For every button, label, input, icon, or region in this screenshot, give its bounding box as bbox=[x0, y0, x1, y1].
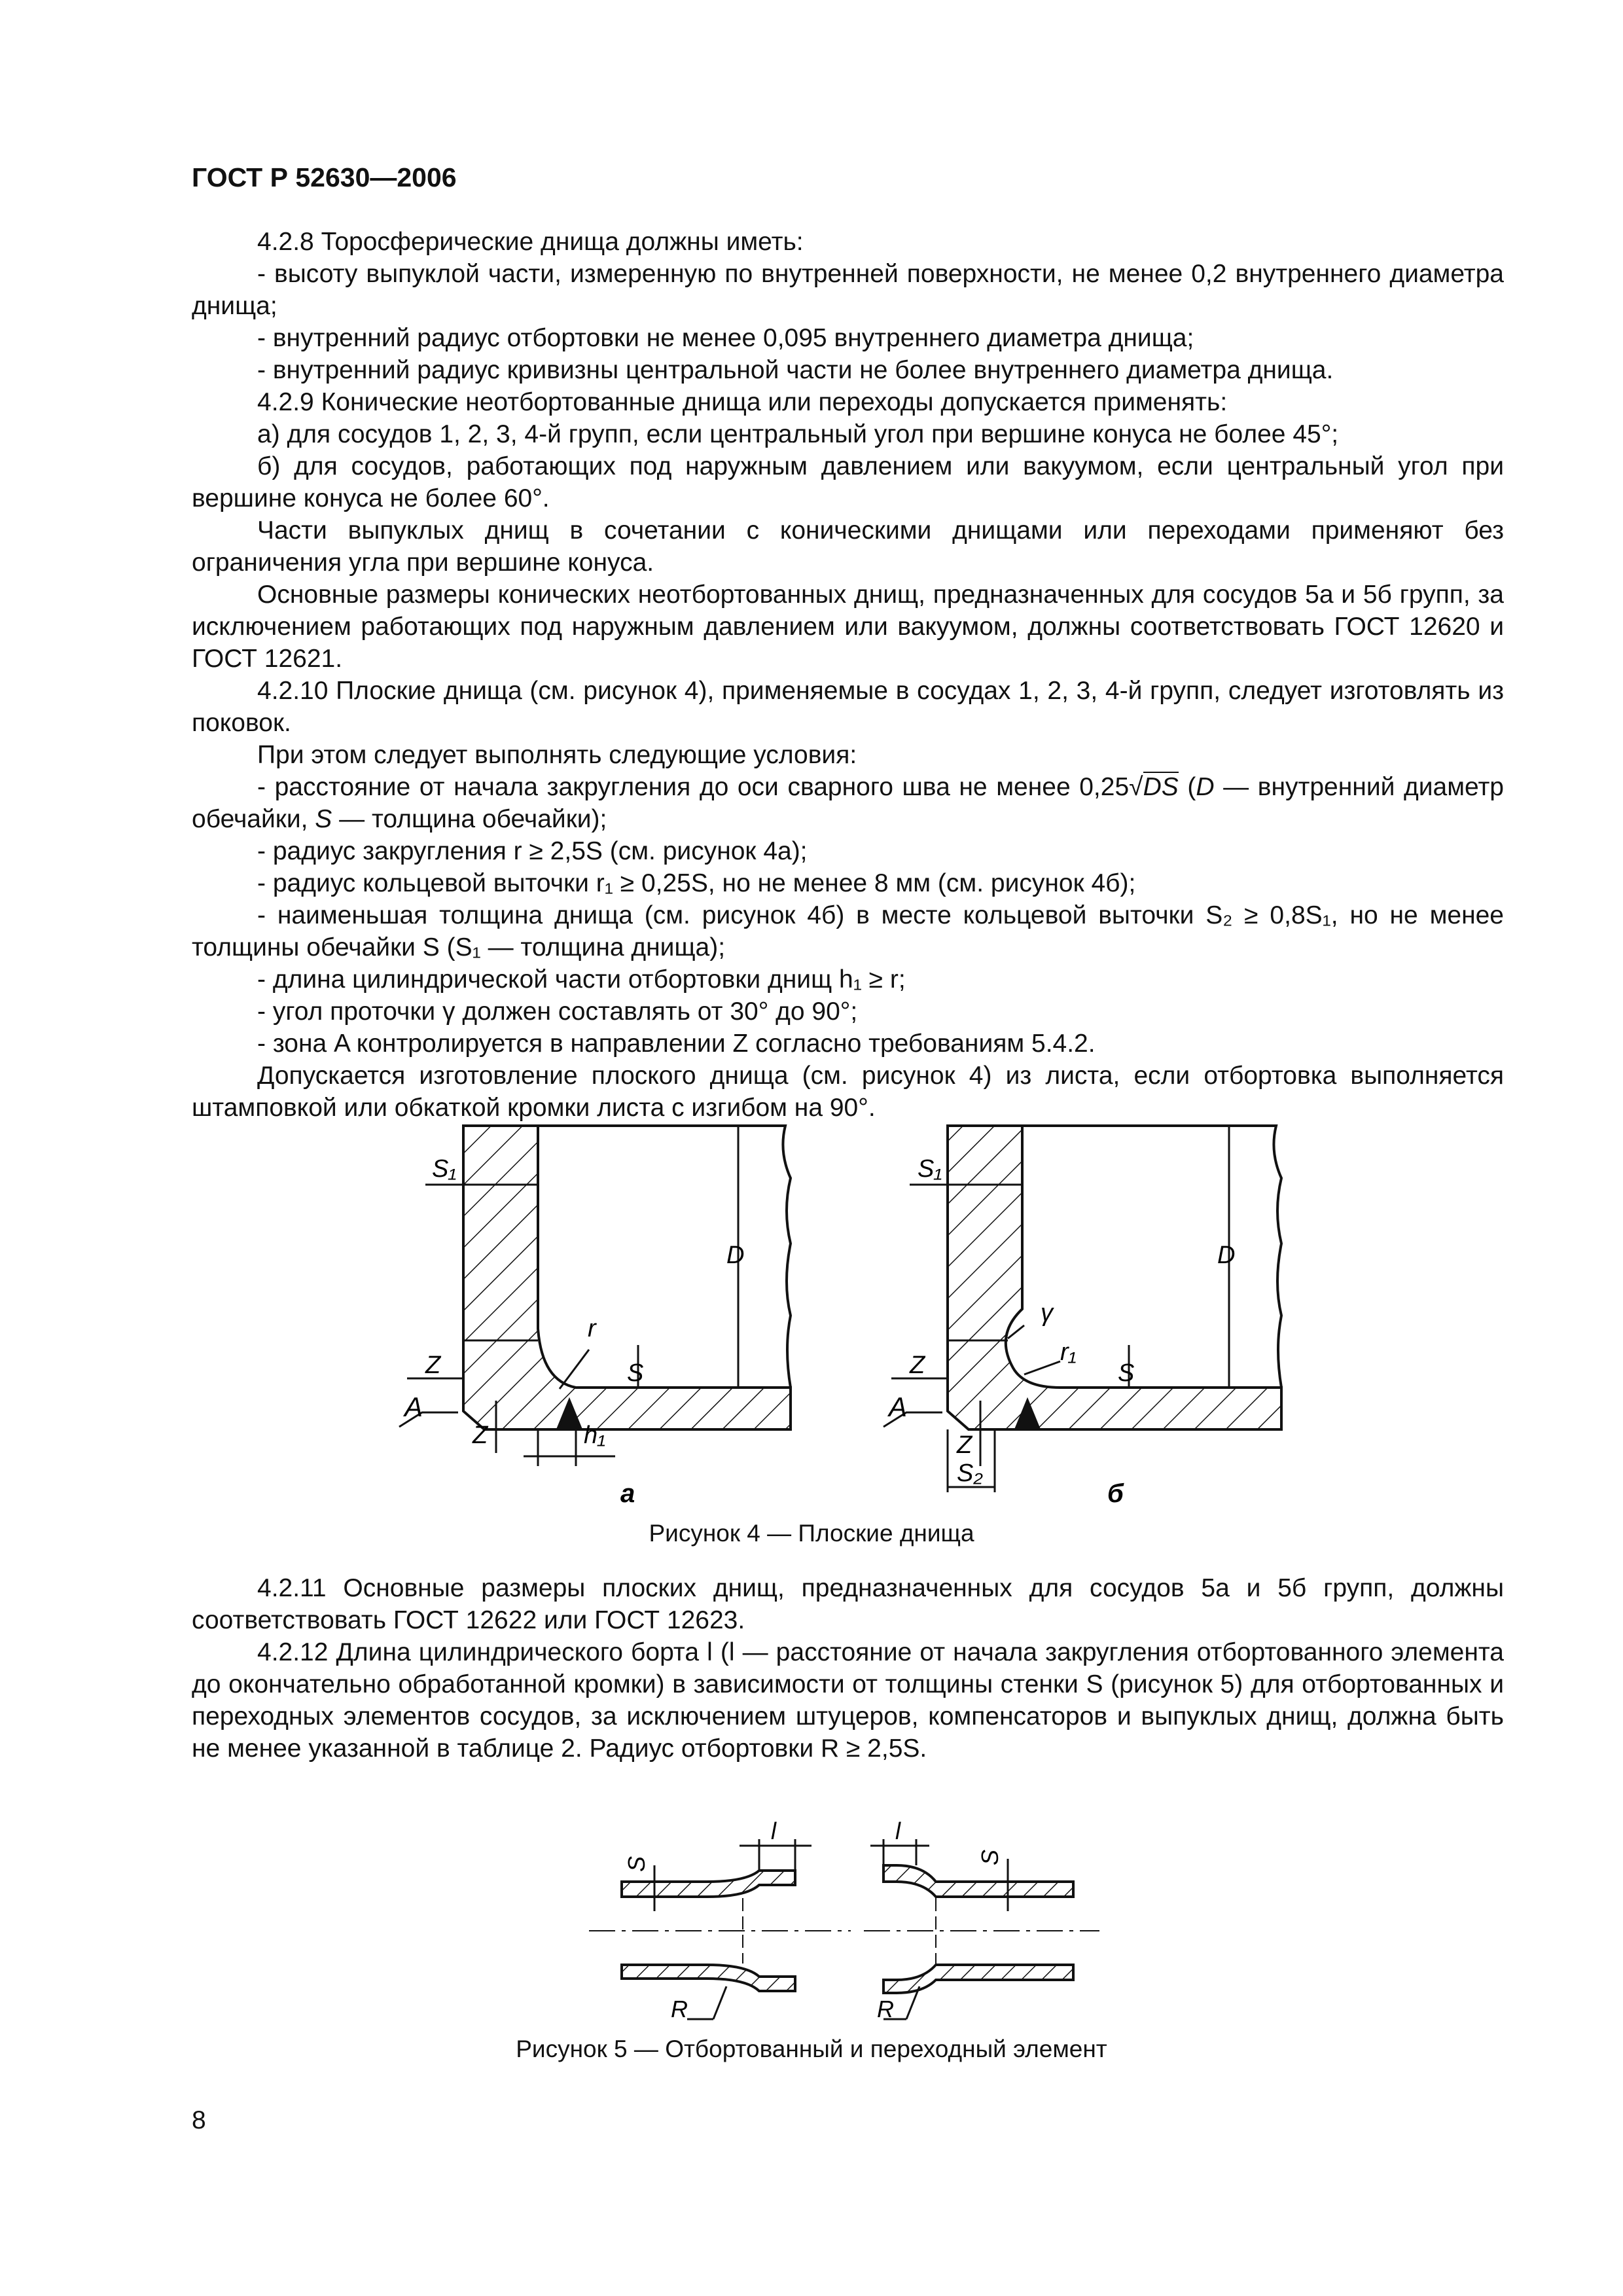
paragraph: При этом следует выполнять следующие условия: bbox=[257, 741, 857, 769]
paragraph: Основные размеры конических неотбортованных днищ, предназначенных для сосудов 5а и 5б групп, за исключением работающих под наружным давлением или вакуумом, должны соответствовать ГОСТ 12620 и ГОСТ 12621. bbox=[192, 581, 1504, 673]
figure-5-caption: Рисунок 5 — Отбортованный и переходный элемент bbox=[516, 2036, 1107, 2062]
label-4b-S: S bbox=[1118, 1359, 1135, 1387]
document-header: ГОСТ Р 52630—2006 bbox=[192, 162, 457, 192]
para-4-2-12: 4.2.12 Длина цилиндрического борта l (l — расстояние от начала закругления отбортованного элемента до окончательно обработанной кромки) в зависимости от толщины стенки S (рисунок 5) для отбортованных и переходных элементов сосудов, за исключением штуцеров, компенсаторов и выпуклых днищ, должна быть не менее указанной в таблице 2. Радиус отбортовки R ≥ 2,5S. bbox=[192, 1638, 1504, 1763]
para-4-2-11: 4.2.11 Основные размеры плоских днищ, предназначенных для сосудов 5а и 5б групп, должны соответствовать ГОСТ 12622 или ГОСТ 12623. bbox=[192, 1574, 1504, 1634]
label-4b-S1: S₁ bbox=[918, 1155, 942, 1183]
label-4b-A: A bbox=[889, 1391, 908, 1422]
label-4b-Z2: Z bbox=[957, 1431, 972, 1459]
condition-text: - расстояние от начала закругления до оси сварного шва не менее 0,25 bbox=[257, 773, 1130, 801]
label-5-right-S: S bbox=[976, 1849, 1003, 1865]
condition-1 bbox=[192, 771, 1504, 835]
label-4a-D: D bbox=[726, 1242, 745, 1269]
para-4-2-8: 4.2.8 Торосферические днища должны иметь: bbox=[257, 228, 804, 256]
para-list-item: б) для сосудов, работающих под наружным давлением или вакуумом, если центральный угол при вершине конуса не более 60°. bbox=[192, 452, 1504, 512]
label-4b-sub: б bbox=[1107, 1479, 1124, 1505]
label-5-right-l: l bbox=[895, 1820, 901, 1844]
label-4a-Z2: Z bbox=[473, 1422, 488, 1449]
label-5-left-S: S bbox=[623, 1856, 650, 1872]
label-5-left-R: R bbox=[671, 1996, 688, 2022]
label-4b-S2: S₂ bbox=[957, 1460, 983, 1487]
condition-text: — толщина обечайки); bbox=[332, 805, 607, 833]
label-4b-gamma: γ bbox=[1041, 1299, 1053, 1327]
page-number: 8 bbox=[192, 2106, 206, 2134]
condition-4: - наименьшая толщина днища (см. рисунок 4б) в месте кольцевой выточки S₂ ≥ 0,8S₁, но не менее толщины обечайки S (S₁ — толщина днища); bbox=[192, 901, 1504, 961]
condition-7: - зона A контролируется в направлении Z согласно требованиям 5.4.2. bbox=[257, 1030, 1096, 1058]
condition-text: ( bbox=[1178, 773, 1196, 801]
label-4b-D: D bbox=[1217, 1242, 1236, 1269]
label-4b-Z: Z bbox=[910, 1352, 925, 1379]
symbol-D: D bbox=[1196, 773, 1215, 801]
paragraph: Части выпуклых днищ в сочетании с коническими днищами или переходами применяют без ограничения угла при вершине конуса. bbox=[192, 516, 1504, 577]
condition-6: - угол проточки γ должен составлять от 30° до 90°; bbox=[257, 997, 858, 1026]
condition-5: - длина цилиндрической части отбортовки днищ h₁ ≥ r; bbox=[257, 965, 906, 994]
sqrt-argument: DS bbox=[1143, 773, 1179, 801]
figure-4-caption: Рисунок 4 — Плоские днища bbox=[649, 1520, 974, 1547]
para-list-item: - высоту выпуклой части, измеренную по внутренней поверхности, не менее 0,2 внутреннего диаметра днища; bbox=[192, 260, 1504, 320]
figure-5 bbox=[0, 1820, 1623, 2029]
condition-3: - радиус кольцевой выточки r₁ ≥ 0,25S, но не менее 8 мм (см. рисунок 4б); bbox=[257, 869, 1136, 897]
label-4a-S1: S₁ bbox=[432, 1155, 457, 1183]
document-body-bottom bbox=[192, 1572, 1504, 1765]
condition-text: — внутренний диаметр обечайки, bbox=[192, 773, 1504, 833]
label-4a-r: r bbox=[588, 1315, 596, 1342]
label-4a-h1: h₁ bbox=[584, 1422, 606, 1449]
para-list-item: а) для сосудов 1, 2, 3, 4-й групп, если центральный угол при вершине конуса не более 45°; bbox=[257, 420, 1339, 448]
label-4a-A: A bbox=[404, 1391, 423, 1422]
para-4-2-10: 4.2.10 Плоские днища (см. рисунок 4), применяемые в сосудах 1, 2, 3, 4-й групп, следует изготовлять из поковок. bbox=[192, 677, 1504, 737]
figure-4 bbox=[0, 1113, 1623, 1505]
label-4a-S: S bbox=[627, 1359, 644, 1387]
label-5-right-R: R bbox=[877, 1996, 894, 2022]
para-4-2-9: 4.2.9 Конические неотбортованные днища или переходы допускается применять: bbox=[257, 388, 1228, 416]
document-body bbox=[192, 226, 1504, 1124]
label-5-left-l: l bbox=[771, 1820, 776, 1844]
figure-4a bbox=[399, 1126, 791, 1466]
condition-2: - радиус закругления r ≥ 2,5S (см. рисунок 4а); bbox=[257, 837, 808, 865]
para-list-item: - внутренний радиус отбортовки не менее 0,095 внутреннего диаметра днища; bbox=[257, 324, 1194, 352]
label-4b-r1: r₁ bbox=[1060, 1338, 1077, 1366]
label-4a-sub: а bbox=[620, 1479, 635, 1505]
paragraph-allow: Допускается изготовление плоского днища (см. рисунок 4) из листа, если отбортовка выполняется штамповкой или обкаткой кромки листа с изгибом на 90°. bbox=[192, 1062, 1504, 1122]
figure-4b bbox=[883, 1126, 1281, 1492]
figure-5-right bbox=[864, 1839, 1099, 2019]
label-4a-Z: Z bbox=[425, 1352, 441, 1379]
sqrt-sign: √ bbox=[1129, 773, 1143, 801]
symbol-S: S bbox=[315, 805, 332, 833]
para-list-item: - внутренний радиус кривизны центральной части не более внутреннего диаметра днища. bbox=[257, 356, 1334, 384]
